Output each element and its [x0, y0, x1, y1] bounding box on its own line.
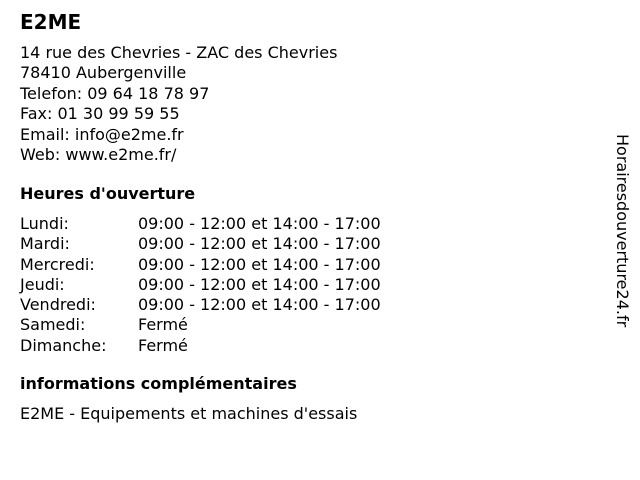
hours-row-lundi [20, 214, 381, 234]
company-name: E2ME [20, 10, 82, 34]
website-address: Web: www.e2me.fr/ [20, 145, 177, 165]
contact-block [20, 43, 337, 165]
fax-number: Fax: 01 30 99 59 55 [20, 104, 180, 124]
hours-row-mercredi [20, 255, 381, 275]
side-watermark: Horairesdouverture24.fr [613, 134, 632, 328]
hours-day: Mardi: [20, 234, 70, 254]
hours-time: 09:00 - 12:00 et 14:00 - 17:00 [138, 214, 381, 233]
hours-time: 09:00 - 12:00 et 14:00 - 17:00 [138, 254, 381, 274]
company-description: E2ME - Equipements et machines d'essais [20, 404, 358, 423]
hours-day: Lundi: [20, 214, 69, 233]
hours-time: Fermé [138, 315, 188, 335]
opening-hours-heading: Heures d'ouverture [20, 184, 196, 203]
phone-number: Telefon: 09 64 18 78 97 [20, 83, 210, 103]
hours-row-jeudi [20, 275, 381, 295]
street-address: 14 rue des Chevries - ZAC des Chevries [20, 43, 338, 62]
hours-time: 09:00 - 12:00 et 14:00 - 17:00 [138, 274, 381, 294]
hours-day: Mercredi: [20, 254, 95, 274]
email-address: Email: info@e2me.fr [20, 124, 184, 144]
additional-info-heading: informations complémentaires [20, 374, 297, 393]
opening-hours-table [20, 214, 381, 356]
hours-row-mardi [20, 234, 381, 254]
hours-day: Samedi: [20, 315, 86, 335]
hours-time: Fermé [138, 335, 188, 355]
city-address: 78410 Aubergenville [20, 63, 187, 83]
hours-row-samedi [20, 315, 381, 335]
hours-time: 09:00 - 12:00 et 14:00 - 17:00 [138, 234, 381, 254]
hours-row-dimanche [20, 336, 381, 356]
hours-day: Vendredi: [20, 295, 96, 315]
hours-day: Jeudi: [20, 274, 65, 294]
hours-row-vendredi [20, 295, 381, 315]
hours-time: 09:00 - 12:00 et 14:00 - 17:00 [138, 295, 381, 315]
hours-day: Dimanche: [20, 335, 107, 355]
